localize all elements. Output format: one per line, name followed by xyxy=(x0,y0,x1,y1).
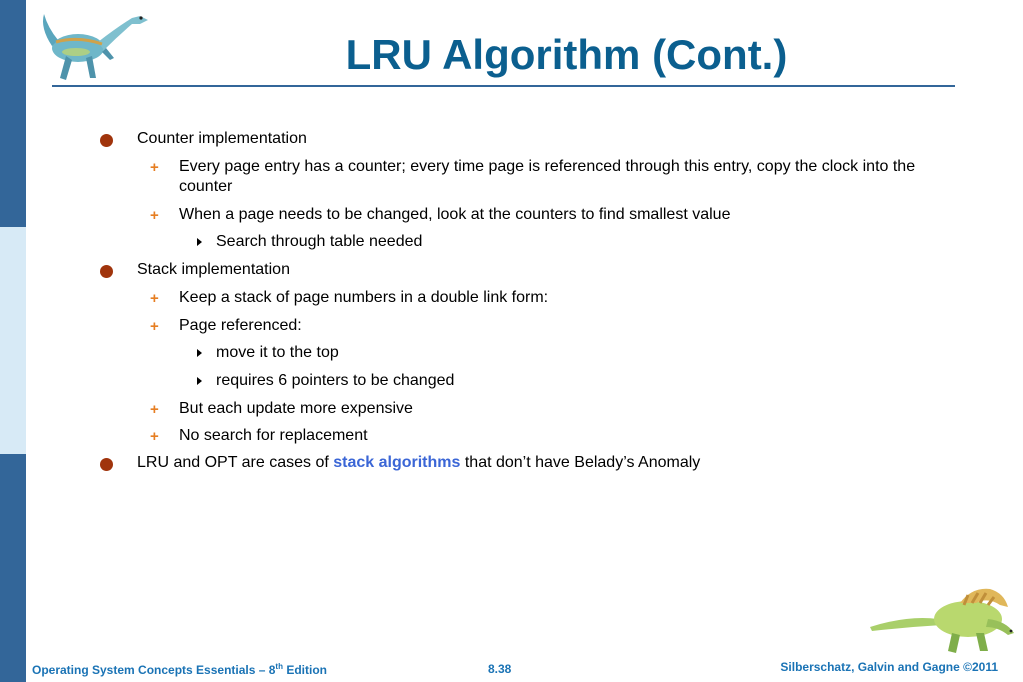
plus-bullet-icon: + xyxy=(150,290,159,307)
arrow-bullet-icon xyxy=(197,238,202,246)
bullet-update-expensive: But each update more expensive xyxy=(179,400,413,417)
plus-bullet-icon: + xyxy=(150,428,159,445)
bullet-dot-icon xyxy=(100,458,113,471)
dinosaur-logo-icon xyxy=(868,585,1018,657)
arrow-bullet-icon xyxy=(197,349,202,357)
plus-bullet-icon: + xyxy=(150,159,159,176)
footer-book-title-prefix: Operating System Concepts Essentials – 8 xyxy=(32,663,276,677)
arrow-bullet-icon xyxy=(197,377,202,385)
plus-bullet-icon: + xyxy=(150,207,159,224)
footer-authors: Silberschatz, Galvin and Gagne ©2011 xyxy=(780,660,998,674)
bullet-no-search: No search for replacement xyxy=(179,427,368,444)
bullet-page-referenced: Page referenced: xyxy=(179,317,302,334)
footer-book-title-suffix: Edition xyxy=(282,663,327,677)
bullet-lru-opt xyxy=(137,453,700,473)
bullet-lru-opt-suffix: that don’t have Belady’s Anomaly xyxy=(460,454,701,471)
plus-bullet-icon: + xyxy=(150,318,159,335)
stack-algorithms-emphasis: stack algorithms xyxy=(333,454,461,471)
bullet-search-table: Search through table needed xyxy=(216,233,423,250)
bullet-stack-implementation: Stack implementation xyxy=(137,261,290,278)
bullet-move-to-top: move it to the top xyxy=(216,344,339,361)
bullet-dot-icon xyxy=(100,265,113,278)
footer-book-title xyxy=(32,662,327,677)
footer-book-title-sup: th xyxy=(275,662,283,671)
bullet-when-page-changed: When a page needs to be changed, look at the counters to find smallest value xyxy=(179,206,731,223)
page-number: 8.38 xyxy=(488,662,512,676)
bullet-requires-pointers: requires 6 pointers to be changed xyxy=(216,372,455,389)
bullet-counter-implementation: Counter implementation xyxy=(137,130,307,147)
bullet-keep-stack: Keep a stack of page numbers in a double link form: xyxy=(179,289,549,306)
plus-bullet-icon: + xyxy=(150,401,159,418)
bullet-dot-icon xyxy=(100,134,113,147)
slide-title: LRU Algorithm (Cont.) xyxy=(345,31,788,78)
bullet-every-page-entry: Every page entry has a counter; every time page is referenced through this entry, copy the clock into the counter xyxy=(179,158,916,195)
bullet-lru-opt-prefix: LRU and OPT are cases of xyxy=(137,454,334,471)
